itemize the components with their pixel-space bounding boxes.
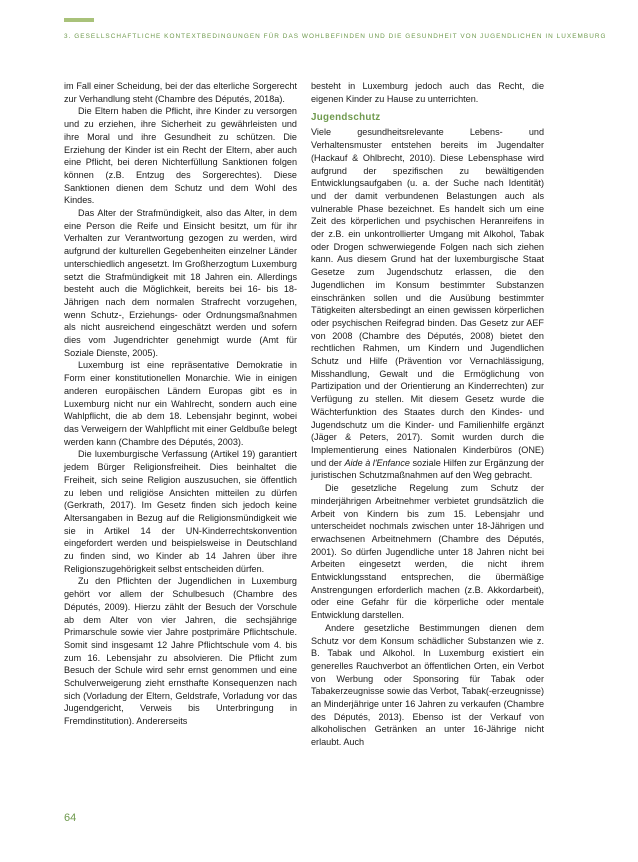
paragraph-text: soziale Hilfen zur Ergänzung der juristischen Schutzmaßnahmen auf den Weg gebracht.	[311, 457, 545, 481]
paragraph: Luxemburg ist eine repräsentative Demokratie in Form einer konstitutionellen Monarchie. Wie in einigen anderen europäischen Ländern Europas gibt es in Luxemburg nicht nur ein Wahlrecht, sondern auch eine Wahlpflicht, die ab dem 18. Lebensjahr beginnt, wobei das Verweigern der Wahlpflicht mit einer Geldbuße belegt werden kann (Chambre des Députés, 2003).	[64, 360, 297, 447]
paragraph: Die Eltern haben die Pflicht, ihre Kinder zu versorgen und zu erziehen, ihre Sicherheit zu gewährleisten und ihre Moral und ihre Gesundheit zu schützen. Die Erziehung der Kinder ist ein Recht der Eltern, aber auch eine Pflicht, bei deren Nichterfüllung Sanktionen folgen können (z.B. Entzug des Sorgerechtes). Diese Sanktionen dienen dem Schutz und dem Wohl des Kindes.	[64, 106, 297, 206]
emphasis-text: Aide à l'Enfance	[344, 457, 410, 468]
left-column	[64, 80, 297, 728]
paragraph: Das Alter der Strafmündigkeit, also das Alter, in dem eine Person die Reife und Einsicht besitzt, um für ihr Verhalten zur Verantwortung gezogen zu werden, wird aufgrund der kulturellen Gegebenheiten einzelner Länder unterschiedlich angesetzt. Im Großherzogtum Luxemburg setzt die Strafmündigkeit mit 18 Jahren ein. Allerdings besteht auch die Möglichkeit, bereits bei 16- bis 18-Jährigen nach dem normalen Strafrecht vorzugehen, wenn Schutz-, Erziehungs- oder Ordnungsmaßnahmen als nicht ausreichend eingeschätzt werden und sofern dies vom Jugendrichter genehmigt wurde (Amt für Soziale Dienste, 2005).	[64, 208, 297, 358]
paragraph-text: Viele gesundheitsrelevante Lebens- und Verhaltensmuster entstehen bereits im Jugendalter (Hackauf & Ohlbrecht, 2010). Diese Lebensphase wird aufgrund der spezifischen zu bewältigenden Entwicklungsaufgaben (u. a. der Suche nach Identität) und der damit verbundenen Belastungen auch als vulnerable Phase bezeichnet. Es handelt sich um eine Zeit des körperlichen und psychischen Heranreifens in der z.B. ein unkontrollierter Umgang mit Alkohol, Tabak oder Drogen schwerwiegende Folgen nach sich ziehen kann. Aus diesem Grund hat der luxemburgische Staat Gesetze zum Jugendschutz erlassen, die den Jugendlichen im Konsum bestimmter Substanzen einschränken sollen und die Ausübung bestimmter Tätigkeiten altersbedingt an einen gewissen körperlichen oder psychischen Reifegrad binden. Das Gesetz zur AEF von 2008 (Chambre des Députés, 2008) bietet den rechtlichen Rahmen, um Kindern und Jugendlichen Schutz und Hilfe (Prävention vor Vernachlässigung, Misshandlung, Gewalt und die Ermöglichung von Partizipation und der Orientierung an Kinderrechten) zur Verfügung zu stellen. Mit diesem Gesetz wurde die Wächterfunktion des Staates durch den Kindes- und Jugendschutz um die Kinder- und Familienhilfe ergänzt (Jäger & Peters, 2017). Somit wurden durch die Implementierung eines Nationalen Kinderbüros (ONE) und der	[311, 127, 544, 468]
right-column	[311, 80, 544, 749]
header-accent-bar	[64, 18, 94, 22]
running-header: 3. GESELLSCHAFTLICHE KONTEXTBEDINGUNGEN FÜR DAS WOHLBEFINDEN UND DIE GESUNDHEIT VON JUGENDLICHEN IN LUXEMBURG	[64, 33, 607, 40]
paragraph: Die luxemburgische Verfassung (Artikel 19) garantiert jedem Bürger Religionsfreiheit. Dies beinhaltet die Freiheit, sich seine Religion auszusuchen, sie öffentlich zu leben und religiöse Ansichten mitteilen zu dürfen (Gerkrath, 2017). Im Gesetz finden sich jedoch keine Altersangaben in Bezug auf die Religionsmündigkeit wie sie in Artikel 14 der UN-Kinderrechtskonvention eingefordert werden und beispielsweise in Deutschland zu finden sind, wo Kinder ab 14 Jahren über ihre Religionszugehörigkeit selbst entscheiden dürfen.	[64, 449, 297, 574]
paragraph: Zu den Pflichten der Jugendlichen in Luxemburg gehört vor allem der Schulbesuch (Chambre des Députés, 2009). Hierzu zählt der Besuch der Vorschule ab dem Alter von vier Jahren, die sechsjährige Primarschule sowie vier Jahre postprimäre Pflichtschule. Somit sind insgesamt 12 Jahre Pflichtschule vom 4. bis zum 16. Lebensjahr zu absolvieren. Die Pflicht zum Besuch der Schule wird sehr ernst genommen und eine Schulverweigerung zieht ernsthafte Konsequenzen nach sich (Vorladung der Eltern, Geldstrafe, Vorladung vor das Jugendgericht, Verweis bis Unterbringung in Fremdinstitution). Andererseits	[64, 576, 297, 727]
page-number: 64	[64, 812, 77, 824]
paragraph	[311, 126, 544, 482]
section-heading: Jugendschutz	[311, 112, 381, 124]
paragraph: Andere gesetzliche Bestimmungen dienen dem Schutz vor dem Konsum schädlicher Substanzen wie z. B. Tabak und Alkohol. In Luxemburg existiert ein generelles Rauchverbot an öffentlichen Orten, ein Verbot von Werbung oder Sponsoring für Tabak oder Tabakerzeugnisse sowie das Verbot, Tabak(-erzeugnisse) an Minderjährige unter 16 Jahren zu verkaufen (Chambre des Députés, 2013). Ebenso ist der Verkauf von alkoholischen Getränken an unter 16-Jährige nicht erlaubt. Auch	[311, 622, 544, 748]
paragraph: besteht in Luxemburg jedoch auch das Recht, die eigenen Kinder zu Hause zu unterrichten.	[311, 81, 544, 104]
paragraph: Die gesetzliche Regelung zum Schutz der minderjährigen Arbeitnehmer verbietet grundsätzlich die Arbeit von Kindern bis zum 15. Lebensjahr und unterscheidet nochmals zwischen unter 18-Jährigen und erwachsenen Arbeitnehmern (Chambre des Députés, 2001). So dürfen Jugendliche unter 18 Jahren nicht bei Arbeiten eingesetzt werden, die nicht ihrem Entwicklungsstand entsprechen, die übermäßige Anstrengungen erforderlich machen (z.B. Akkordarbeit), oder eine Gefahr für die körperliche oder mentale Entwicklung darstellen.	[311, 483, 544, 621]
paragraph: im Fall einer Scheidung, bei der das elterliche Sorgerecht zur Verhandlung steht (Chambre des Députés, 2018a).	[64, 81, 297, 104]
